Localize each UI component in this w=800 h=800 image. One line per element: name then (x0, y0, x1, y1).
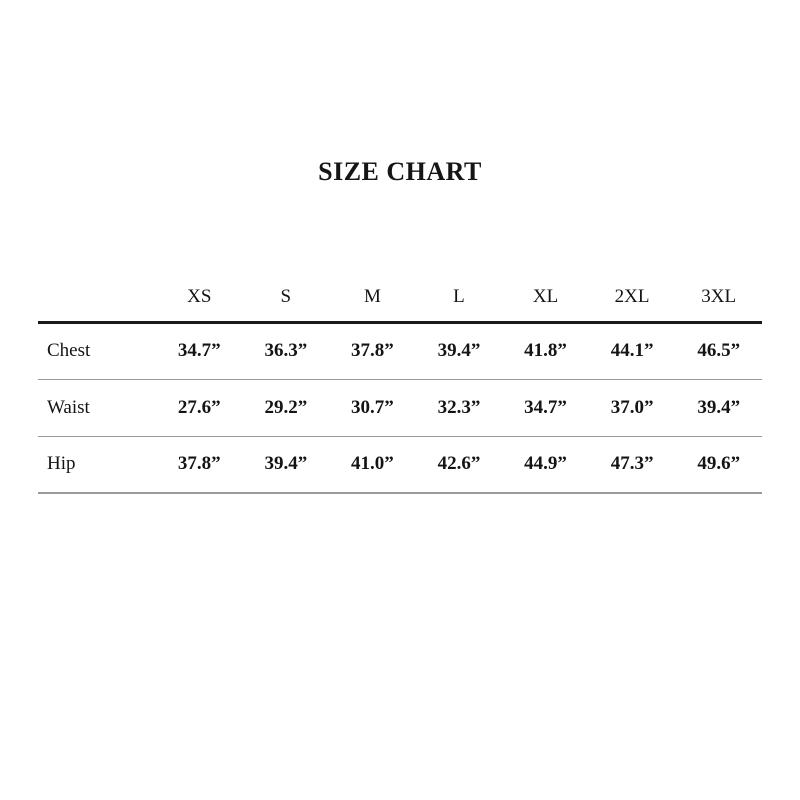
column-header-2xl: 2XL (614, 286, 650, 308)
size-chart-table (38, 274, 762, 494)
size-table-header (38, 274, 762, 322)
measurement-value: 44.1” (610, 340, 654, 361)
measurement-value: 32.3” (437, 396, 481, 418)
measurement-value: 30.7” (351, 396, 394, 418)
table-row-waist (38, 379, 762, 436)
measurement-value: 29.2” (264, 396, 308, 418)
table-row-hip (38, 436, 762, 493)
measurement-value: 39.4” (697, 396, 741, 418)
measurement-value: 37.8” (177, 453, 221, 475)
column-header-xs: XS (187, 286, 212, 308)
row-label: Waist (47, 396, 90, 418)
measurement-value: 49.6” (697, 453, 741, 475)
column-header-3xl: 3XL (701, 286, 737, 308)
measurement-value: 27.6” (177, 396, 221, 418)
row-label: Chest (47, 340, 91, 361)
measurement-value: 44.9” (524, 453, 567, 475)
column-header-xl: XL (532, 286, 559, 308)
measurement-value: 36.3” (264, 340, 308, 361)
measurement-value: 34.7” (177, 340, 221, 361)
column-header-s: S (280, 286, 292, 308)
measurement-value: 42.6” (437, 453, 481, 475)
measurement-value: 39.4” (437, 340, 481, 361)
measurement-value: 37.8” (351, 340, 394, 361)
measurement-value: 37.0” (610, 396, 654, 418)
column-header-l: L (453, 286, 465, 308)
measurement-value: 46.5” (697, 340, 741, 361)
size-table-body (38, 322, 762, 493)
measurement-value: 34.7” (524, 396, 567, 418)
measurement-value: 41.8” (524, 340, 567, 361)
header-row (38, 274, 762, 322)
table-row-chest (38, 322, 762, 379)
row-label: Hip (47, 453, 76, 475)
measurement-value: 41.0” (351, 453, 394, 475)
column-header-m: M (363, 286, 381, 308)
corner-cell (38, 274, 156, 322)
page-title: SIZE CHART (318, 157, 482, 186)
measurement-value: 39.4” (264, 453, 308, 475)
measurement-value: 47.3” (610, 453, 654, 475)
